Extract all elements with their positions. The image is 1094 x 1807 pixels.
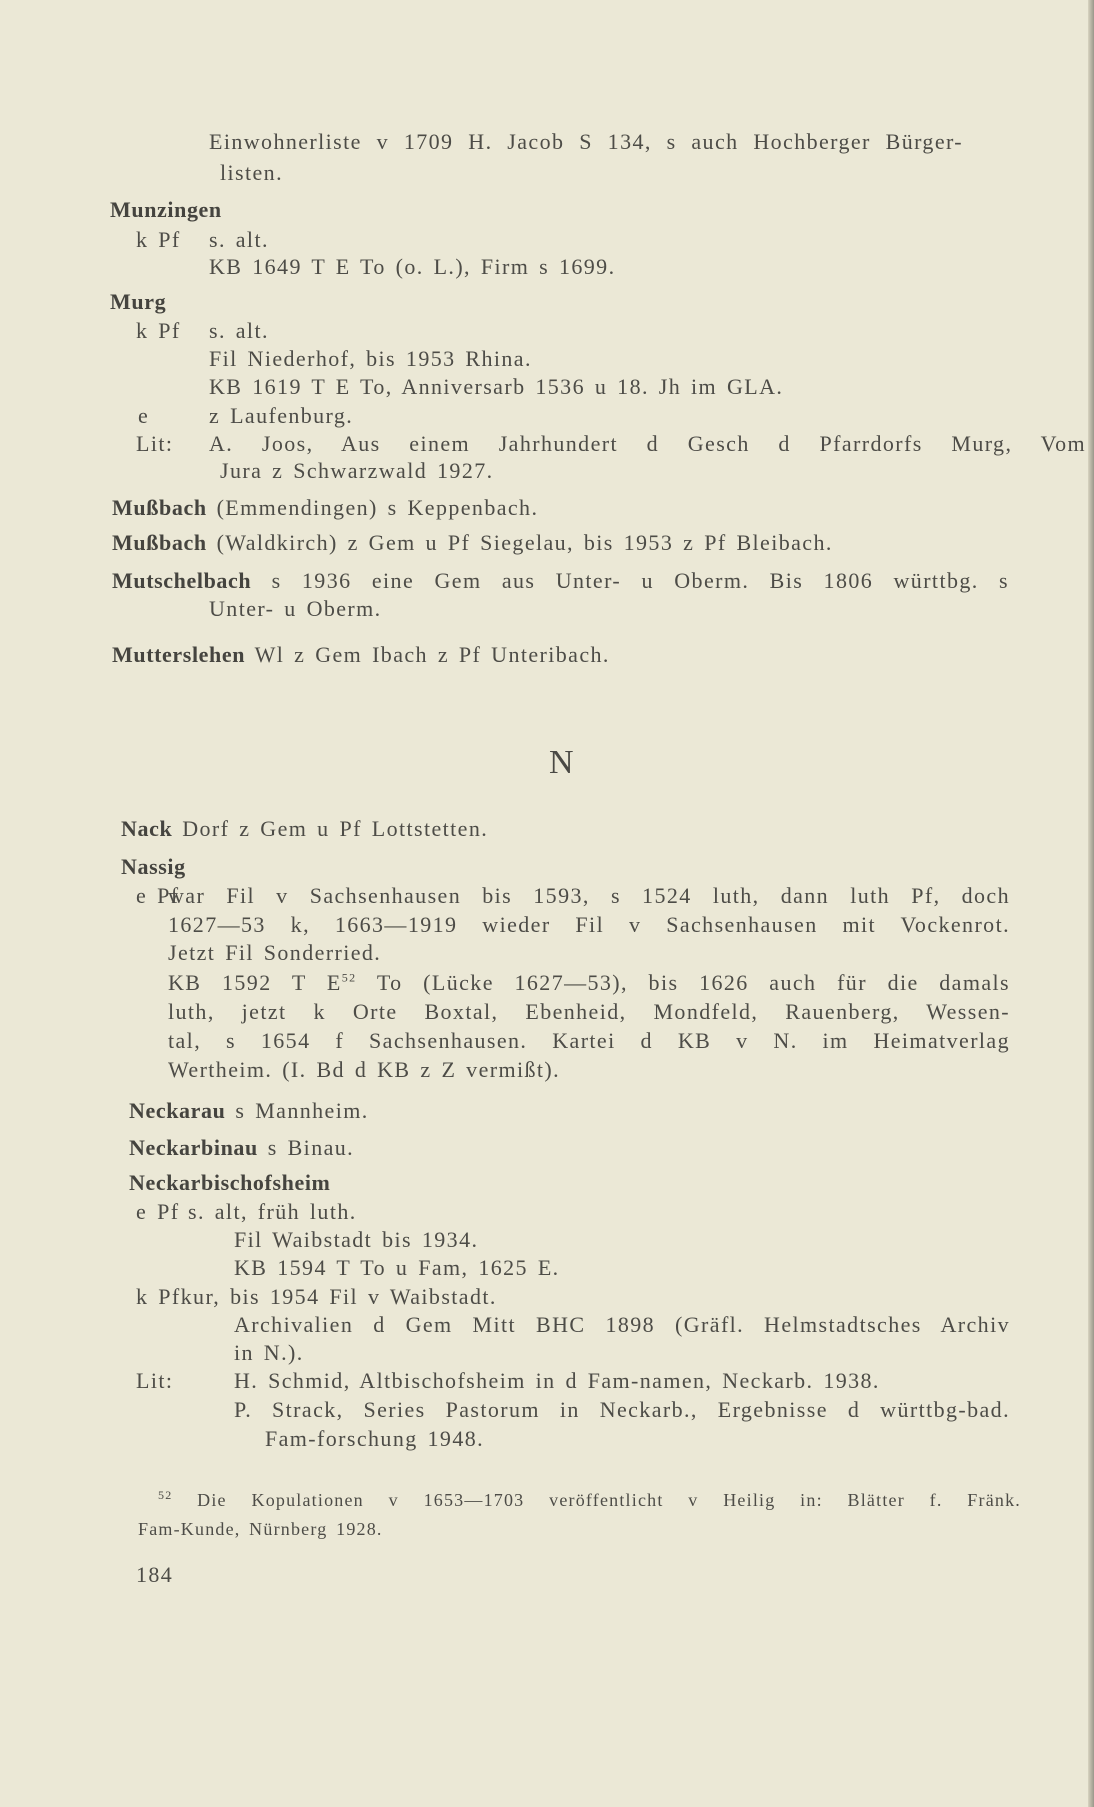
- entry-line: [168, 910, 1010, 940]
- entry-heading-line: [0, 814, 1094, 844]
- entry-text-line: [0, 968, 1094, 998]
- entry-text: Jetzt Fil Sonderried.: [168, 940, 382, 965]
- place-name: Neckarau: [129, 1098, 226, 1123]
- entry-text-line: [0, 344, 1094, 374]
- place-name: Neckarbinau: [129, 1135, 258, 1160]
- entry-line: [112, 640, 610, 670]
- entry-text: Fil Niederhof, bis 1953 Rhina.: [209, 346, 532, 371]
- entry-text: war Fil v Sachsenhausen bis 1593, s 1524 luth, dann luth Pf, doch: [168, 883, 1010, 908]
- entry-line: [209, 401, 353, 431]
- entry-line: [209, 127, 963, 157]
- footnote-text: Fam-Kunde, Nürnberg 1928.: [138, 1519, 383, 1539]
- entry-heading-line: [0, 1168, 1094, 1198]
- entry-label: e Pf: [136, 1199, 180, 1224]
- entry-text-line: [0, 127, 1094, 157]
- entry-line: [209, 344, 532, 374]
- entry-line: [209, 252, 616, 282]
- entry-text-line: [0, 1395, 1094, 1425]
- entry-line: [168, 968, 1010, 998]
- place-name: Neckarbischofsheim: [129, 1170, 331, 1195]
- entry-text: z Laufenburg.: [209, 403, 354, 428]
- entry-text: KB 1619 T E To, Anniversarb 1536 u 18. Jh im GLA.: [209, 374, 784, 399]
- entry-line: [110, 195, 222, 225]
- page-number: 184: [136, 1562, 174, 1587]
- entry-line: [209, 372, 783, 402]
- entry-heading-line: [0, 1133, 1094, 1163]
- entry-line: [234, 1253, 560, 1283]
- entry-text: luth, jetzt k Orte Boxtal, Ebenheid, Mondfeld, Rauenberg, Wessen-: [168, 999, 1010, 1024]
- entry-text-line: [0, 316, 1094, 346]
- entry-text: (Waldkirch) z Gem u Pf Siegelau, bis 1953 z Pf Bleibach.: [216, 530, 833, 555]
- entry-line: [121, 814, 488, 844]
- place-name: Mutterslehen: [112, 642, 246, 667]
- entry-heading-line: [0, 852, 1094, 882]
- entry-text: s. alt, früh luth.: [188, 1199, 357, 1224]
- entry-line: [234, 1338, 304, 1368]
- entry-text: listen.: [220, 160, 283, 185]
- entry-text: Fam-forschung 1948.: [265, 1426, 485, 1451]
- entry-text: s Binau.: [267, 1135, 355, 1160]
- entry-label: Lit:: [136, 1368, 174, 1393]
- entry-text-line: [0, 594, 1094, 624]
- entry-heading-line: [0, 1096, 1094, 1126]
- entry-line: [168, 997, 1010, 1027]
- entry-heading-line: [0, 528, 1094, 558]
- entry-text-line: [0, 1055, 1094, 1085]
- entry-text-line: [0, 1310, 1094, 1340]
- entry-text: s. alt.: [209, 318, 269, 343]
- entry-text: Unter- u Oberm.: [209, 596, 382, 621]
- entry-text-line: [0, 252, 1094, 282]
- entry-text: To (Lücke 1627—53), bis 1626 auch für die damals: [376, 970, 1010, 995]
- entry-text: Fil Waibstadt bis 1934.: [234, 1227, 479, 1252]
- entry-heading-line: [0, 566, 1094, 596]
- entry-text-line: [0, 372, 1094, 402]
- entry-text: Dorf z Gem u Pf Lottstetten.: [182, 816, 489, 841]
- entry-text-line: [0, 225, 1094, 255]
- entry-line: [112, 566, 1009, 596]
- entry-text: Archivalien d Gem Mitt BHC 1898 (Gräfl. Helmstadtsches Archiv: [234, 1312, 1010, 1337]
- entry-label: e: [138, 403, 150, 428]
- entry-text-line: [0, 997, 1094, 1027]
- entry-text-line: [0, 881, 1094, 911]
- footnote-marker: 52: [158, 1488, 173, 1502]
- entry-line: [168, 1055, 560, 1085]
- entry-line: [112, 493, 538, 523]
- entry-text-line: [0, 938, 1094, 968]
- entry-line: [209, 316, 269, 346]
- entry-text-line: [0, 456, 1094, 486]
- entry-text-line: [0, 1338, 1094, 1368]
- place-name: Mußbach: [112, 495, 207, 520]
- entry-text: in N.).: [234, 1340, 304, 1365]
- entry-label: e Pf: [136, 883, 180, 908]
- entry-line: [168, 938, 381, 968]
- entry-text-line: [0, 1253, 1094, 1283]
- entry-label: Lit:: [136, 431, 174, 456]
- entry-label: k Pf: [136, 227, 181, 252]
- entry-heading-line: [0, 640, 1094, 670]
- entry-line: [188, 1197, 357, 1227]
- entry-text-line: [0, 1424, 1094, 1454]
- place-name: Munzingen: [110, 197, 222, 222]
- entry-line: [234, 1395, 1010, 1425]
- entry-heading-line: [0, 493, 1094, 523]
- entry-line: [234, 1310, 1010, 1340]
- entry-text-line: [0, 429, 1094, 459]
- footnote-text: Die Kopulationen v 1653—1703 veröffentlicht v Heilig in: Blätter f. Fränk.: [197, 1490, 1021, 1510]
- entry-text-line: [0, 910, 1094, 940]
- entry-line: [129, 1168, 330, 1198]
- entry-text: Wertheim. (I. Bd d KB z Z vermißt).: [168, 1057, 561, 1082]
- entry-text: 1627—53 k, 1663—1919 wieder Fil v Sachsenhausen mit Vockenrot.: [168, 912, 1010, 937]
- place-name: Mußbach: [112, 530, 207, 555]
- entry-line: [168, 1026, 1010, 1056]
- entry-heading-line: [0, 287, 1094, 317]
- entry-text: (Emmendingen) s Keppenbach.: [216, 495, 539, 520]
- entry-text: Einwohnerliste v 1709 H. Jacob S 134, s auch Hochberger Bürger-: [209, 129, 963, 154]
- entry-line: [121, 852, 186, 882]
- entry-line: [265, 1424, 484, 1454]
- entry-line: [220, 456, 494, 486]
- entry-line: [209, 429, 1086, 459]
- entry-text-line: [0, 1026, 1094, 1056]
- entry-text: KB 1592 T E: [168, 970, 342, 995]
- entry-line: [209, 594, 382, 624]
- entry-label: k Pf: [136, 318, 181, 343]
- entry-text: KB 1594 T To u Fam, 1625 E.: [234, 1255, 560, 1280]
- entry-text: s Mannheim.: [235, 1098, 369, 1123]
- entry-line: [234, 1366, 880, 1396]
- section-letter-heading: N: [549, 744, 574, 781]
- entry-line: [129, 1096, 369, 1126]
- place-name: Nassig: [121, 854, 186, 879]
- entry-text: tal, s 1654 f Sachsenhausen. Kartei d KB v N. im Heimatverlag: [168, 1028, 1010, 1053]
- entry-text: A. Joos, Aus einem Jahrhundert d Gesch d Pfarrdorfs Murg, Vom: [209, 431, 1086, 456]
- entry-text-line: [0, 1282, 1094, 1312]
- entry-line: [110, 287, 166, 317]
- entry-text: s 1936 eine Gem aus Unter- u Oberm. Bis 1806 württbg. s: [271, 568, 1009, 593]
- entry-text-line: [0, 1366, 1094, 1396]
- entry-text: s. alt.: [209, 227, 269, 252]
- entry-text: KB 1649 T E To (o. L.), Firm s 1699.: [209, 254, 616, 279]
- entry-line: [209, 225, 269, 255]
- entry-text: H. Schmid, Altbischofsheim in d Fam-namen, Neckarb. 1938.: [234, 1368, 880, 1393]
- entry-label: k Pfkur, bis 1954 Fil v Waibstadt.: [136, 1284, 497, 1309]
- entry-line: [112, 528, 833, 558]
- entry-text-line: [0, 158, 1094, 188]
- entry-text: Jura z Schwarzwald 1927.: [220, 458, 494, 483]
- footnote-reference: 52: [341, 970, 357, 985]
- entry-text-line: [0, 1197, 1094, 1227]
- place-name: Mutschelbach: [112, 568, 252, 593]
- entry-text-line: [0, 1225, 1094, 1255]
- entry-line: [129, 1133, 354, 1163]
- entry-text-line: [0, 401, 1094, 431]
- entry-line: [220, 158, 283, 188]
- entry-line: [168, 881, 1010, 911]
- entry-line: [234, 1225, 478, 1255]
- entry-heading-line: [0, 195, 1094, 225]
- place-name: Nack: [121, 816, 173, 841]
- entry-text: P. Strack, Series Pastorum in Neckarb., Ergebnisse d württbg-bad.: [234, 1397, 1010, 1422]
- entry-text: Wl z Gem Ibach z Pf Unteribach.: [254, 642, 610, 667]
- place-name: Murg: [110, 289, 167, 314]
